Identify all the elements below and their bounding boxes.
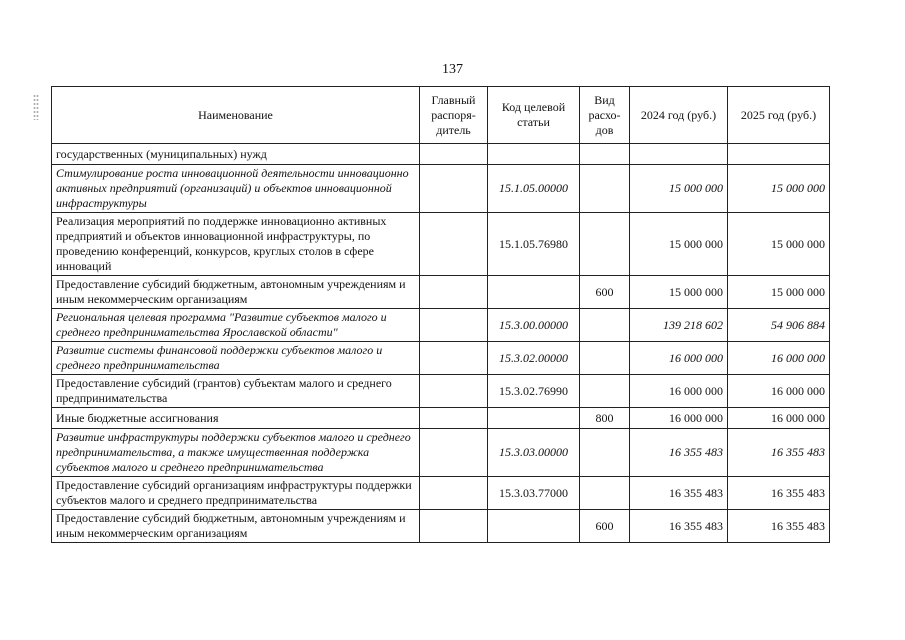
row-chief [420, 342, 488, 375]
row-code [488, 408, 580, 429]
table-row [52, 510, 830, 543]
row-chief [420, 309, 488, 342]
row-name: Реализация мероприятий по поддержке инновационно активных предприятий и объектов инновационной инфраструктуры, по проведению конференций, конкурсов, круглых столов в сфере инноваций [52, 213, 420, 276]
row-name: Иные бюджетные ассигнования [52, 408, 420, 429]
row-2025: 15 000 000 [728, 213, 830, 276]
row-2025: 16 000 000 [728, 408, 830, 429]
row-chief [420, 429, 488, 477]
row-code [488, 144, 580, 165]
budget-table [51, 86, 830, 543]
header-expense-type: Вид расхо-дов [580, 87, 630, 144]
row-type [580, 429, 630, 477]
table-row [52, 342, 830, 375]
header-2025: 2025 год (руб.) [728, 87, 830, 144]
row-chief [420, 510, 488, 543]
row-code: 15.3.03.00000 [488, 429, 580, 477]
row-2024: 139 218 602 [630, 309, 728, 342]
row-code: 15.1.05.00000 [488, 165, 580, 213]
row-2025: 15 000 000 [728, 165, 830, 213]
row-2025: 54 906 884 [728, 309, 830, 342]
row-chief [420, 144, 488, 165]
row-type [580, 309, 630, 342]
row-2024: 15 000 000 [630, 165, 728, 213]
row-name: Предоставление субсидий (грантов) субъектам малого и среднего предпринимательства [52, 375, 420, 408]
row-name: Развитие инфраструктуры поддержки субъектов малого и среднего предпринимательства, а также имущественная поддержка субъектов малого и среднего предпринимательства [52, 429, 420, 477]
row-code: 15.3.03.77000 [488, 477, 580, 510]
row-2024: 16 355 483 [630, 429, 728, 477]
header-name: Наименование [52, 87, 420, 144]
row-2024: 15 000 000 [630, 213, 728, 276]
row-code: 15.3.00.00000 [488, 309, 580, 342]
row-chief [420, 408, 488, 429]
row-2025: 16 000 000 [728, 375, 830, 408]
row-type [580, 375, 630, 408]
header-chief-manager: Главный распоря-дитель [420, 87, 488, 144]
table-row [52, 408, 830, 429]
row-2025: 16 000 000 [728, 342, 830, 375]
row-2024: 16 000 000 [630, 375, 728, 408]
row-chief [420, 375, 488, 408]
table-row [52, 375, 830, 408]
row-name: Предоставление субсидий организациям инфраструктуры поддержки субъектов малого и среднего предпринимательства [52, 477, 420, 510]
row-type: 600 [580, 276, 630, 309]
row-type: 600 [580, 510, 630, 543]
scan-margin-marks [33, 94, 39, 120]
row-2024: 16 000 000 [630, 342, 728, 375]
row-2025: 16 355 483 [728, 510, 830, 543]
row-type: 800 [580, 408, 630, 429]
row-name: Развитие системы финансовой поддержки субъектов малого и среднего предпринимательства [52, 342, 420, 375]
row-chief [420, 213, 488, 276]
table-row [52, 213, 830, 276]
row-2025: 16 355 483 [728, 429, 830, 477]
row-code: 15.3.02.76990 [488, 375, 580, 408]
row-name: Предоставление субсидий бюджетным, автономным учреждениям и иным некоммерческим организациям [52, 276, 420, 309]
header-target-code: Код целевой статьи [488, 87, 580, 144]
row-2025: 16 355 483 [728, 477, 830, 510]
table-header-row [52, 87, 830, 144]
row-name: Региональная целевая программа "Развитие субъектов малого и среднего предпринимательства Ярославской области" [52, 309, 420, 342]
table-row [52, 276, 830, 309]
row-name: Стимулирование роста инновационной деятельности инновационно активных предприятий (организаций) и объектов инновационной инфраструктуры [52, 165, 420, 213]
row-2024: 16 355 483 [630, 477, 728, 510]
row-2025: 15 000 000 [728, 276, 830, 309]
row-type [580, 477, 630, 510]
table-row [52, 165, 830, 213]
row-name: государственных (муниципальных) нужд [52, 144, 420, 165]
table-row [52, 429, 830, 477]
page-number: 137 [442, 62, 463, 77]
row-type [580, 165, 630, 213]
row-chief [420, 477, 488, 510]
row-chief [420, 165, 488, 213]
row-code: 15.3.02.00000 [488, 342, 580, 375]
row-type [580, 213, 630, 276]
row-type [580, 144, 630, 165]
row-2024 [630, 144, 728, 165]
row-code: 15.1.05.76980 [488, 213, 580, 276]
table-row [52, 477, 830, 510]
row-2024: 16 000 000 [630, 408, 728, 429]
row-type [580, 342, 630, 375]
row-chief [420, 276, 488, 309]
row-code [488, 510, 580, 543]
table-row [52, 144, 830, 165]
row-2024: 15 000 000 [630, 276, 728, 309]
row-code [488, 276, 580, 309]
row-name: Предоставление субсидий бюджетным, автономным учреждениям и иным некоммерческим организациям [52, 510, 420, 543]
table-row [52, 309, 830, 342]
row-2024: 16 355 483 [630, 510, 728, 543]
header-2024: 2024 год (руб.) [630, 87, 728, 144]
row-2025 [728, 144, 830, 165]
